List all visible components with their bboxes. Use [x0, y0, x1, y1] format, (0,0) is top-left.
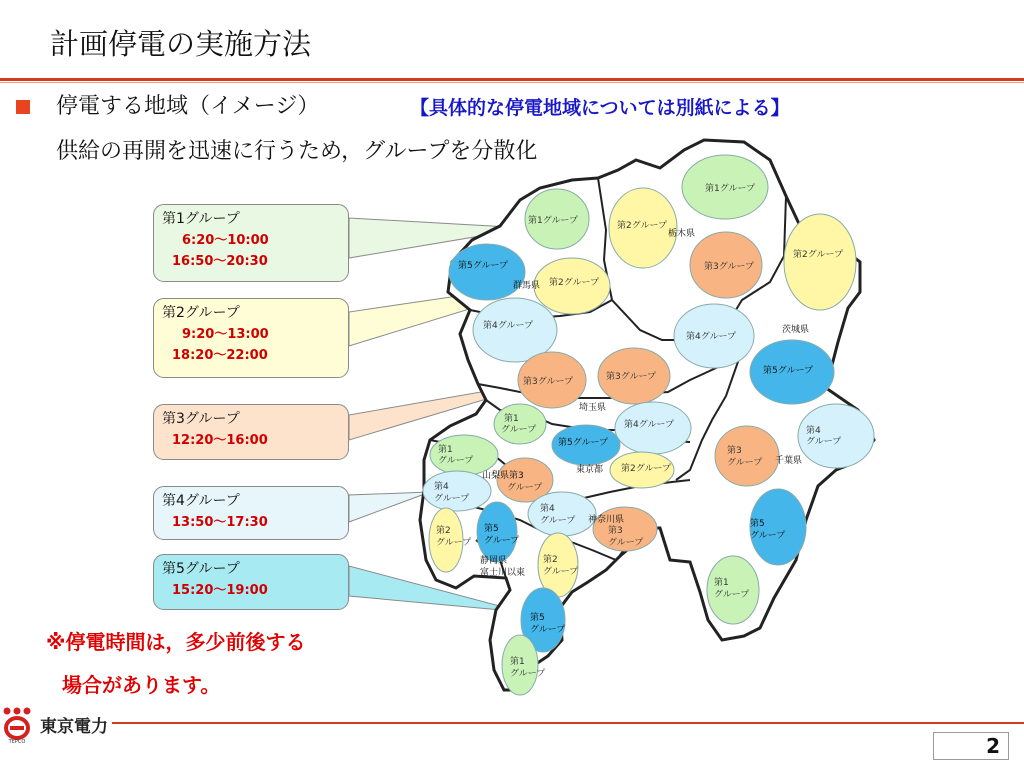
prefecture-label: 神奈川県	[588, 515, 625, 525]
map-label: グループ	[540, 516, 576, 526]
page-number: 2	[986, 734, 1000, 758]
outage-note-cont: 場合があります。	[62, 673, 221, 697]
group-card-2	[153, 298, 349, 378]
bullet-heading: 停電する地域（イメージ）	[56, 94, 320, 119]
map-label: 第1グループ	[528, 216, 579, 226]
bullet-note: 【具体的な停電地域については別紙による】	[410, 97, 790, 119]
map-label: グループ	[507, 483, 543, 493]
map-label: 第4	[434, 482, 449, 492]
map-label: 第2グループ	[549, 278, 600, 288]
map-label: グループ	[806, 437, 842, 447]
group-card-1	[153, 204, 349, 282]
map-label: 第3グループ	[704, 262, 755, 272]
prefecture-label: 静岡県	[480, 556, 508, 566]
group-time: 9:20～13:00	[182, 327, 269, 342]
group-time: 15:20～19:00	[172, 583, 268, 598]
footer-rule	[112, 722, 1024, 724]
map-group4-region	[798, 404, 874, 468]
group-card-3	[153, 404, 349, 460]
prefecture-label: 千葉県	[775, 456, 803, 466]
map-label: 第3グループ	[606, 372, 657, 382]
bullet-description: 供給の再開を迅速に行うため，グループを分散化	[56, 139, 538, 164]
map-label: 第1	[714, 578, 729, 588]
map-group1-region	[430, 435, 498, 475]
callout-tail-group4	[349, 492, 430, 522]
prefecture-label: 群馬県	[513, 281, 541, 291]
group-card-4	[153, 486, 349, 540]
map-group4-region	[528, 492, 596, 536]
group-name: 第3グループ	[162, 411, 240, 427]
tepco-logo-icon	[2, 706, 32, 744]
map-group2-region	[538, 533, 578, 597]
map-label: グループ	[530, 625, 566, 635]
map-label: 第2グループ	[793, 250, 844, 260]
map-label: 第5	[530, 613, 545, 623]
map-label: 第1	[510, 657, 525, 667]
map-label: グループ	[510, 669, 546, 679]
map-group2-region	[784, 214, 856, 310]
map-label: 第5	[484, 524, 499, 534]
map-label: 第1	[504, 414, 519, 424]
outage-note: ※停電時間は，多少前後する	[46, 630, 306, 654]
map-label: 第2	[543, 555, 558, 565]
map-group5-region	[449, 244, 525, 300]
map-label: 第3	[727, 446, 742, 456]
map-group3-region	[715, 426, 779, 486]
group-card-5	[153, 554, 349, 610]
prefecture-label: 栃木県	[668, 229, 696, 239]
map-label: グループ	[608, 538, 644, 548]
map-label: 第2	[436, 526, 451, 536]
map-label: グループ	[434, 494, 470, 504]
map-label: 第5グループ	[458, 261, 509, 271]
map-group1-region	[494, 404, 546, 444]
prefecture-label: 埼玉県	[579, 403, 607, 413]
group-time: 6:20～10:00	[182, 233, 269, 248]
map-label: グループ	[484, 536, 520, 546]
map-label: 第1グループ	[705, 184, 756, 194]
group-time: 18:20～22:00	[172, 348, 268, 363]
map-label: 第5グループ	[763, 366, 814, 376]
group-name: 第5グループ	[162, 561, 240, 577]
prefecture-label: 茨城県	[782, 325, 810, 335]
map-label: 第4	[540, 504, 555, 514]
map-label: 第3	[608, 526, 623, 536]
map-label: グループ	[438, 456, 474, 466]
map-label: グループ	[436, 538, 472, 548]
map-label: 第5グループ	[558, 438, 609, 448]
group-time: 13:50～17:30	[172, 515, 268, 530]
prefecture-label: 山梨県第3	[482, 471, 524, 481]
map-label: グループ	[750, 531, 786, 541]
logo-small-text: TEPCO	[8, 739, 26, 744]
group-name: 第4グループ	[162, 493, 240, 509]
map-label: グループ	[714, 590, 750, 600]
map-label: グループ	[543, 567, 579, 577]
company-name: 東京電力	[40, 717, 108, 737]
map-label: グループ	[501, 425, 537, 435]
map-label: 第4グループ	[686, 332, 737, 342]
prefecture-label: 富士川以東	[480, 568, 526, 578]
group-name: 第2グループ	[162, 305, 240, 321]
page-title: 計画停電の実施方法	[50, 27, 312, 61]
map-label: 第5	[750, 519, 765, 529]
map-label: 第2グループ	[621, 464, 672, 474]
map-label: 第4グループ	[483, 321, 534, 331]
map-label: グループ	[727, 458, 763, 468]
map-label: 第1	[438, 445, 453, 455]
group-time: 12:20～16:00	[172, 433, 268, 448]
page-number-box	[933, 732, 1009, 760]
map-label: 第3グループ	[523, 377, 574, 387]
map-label: 第2グループ	[617, 221, 668, 231]
map-label: 第4グループ	[624, 420, 675, 430]
prefecture-label: 東京都	[576, 465, 604, 475]
map-label: 第4	[806, 426, 821, 436]
group-name: 第1グループ	[162, 211, 240, 227]
group-time: 16:50～20:30	[172, 254, 268, 269]
